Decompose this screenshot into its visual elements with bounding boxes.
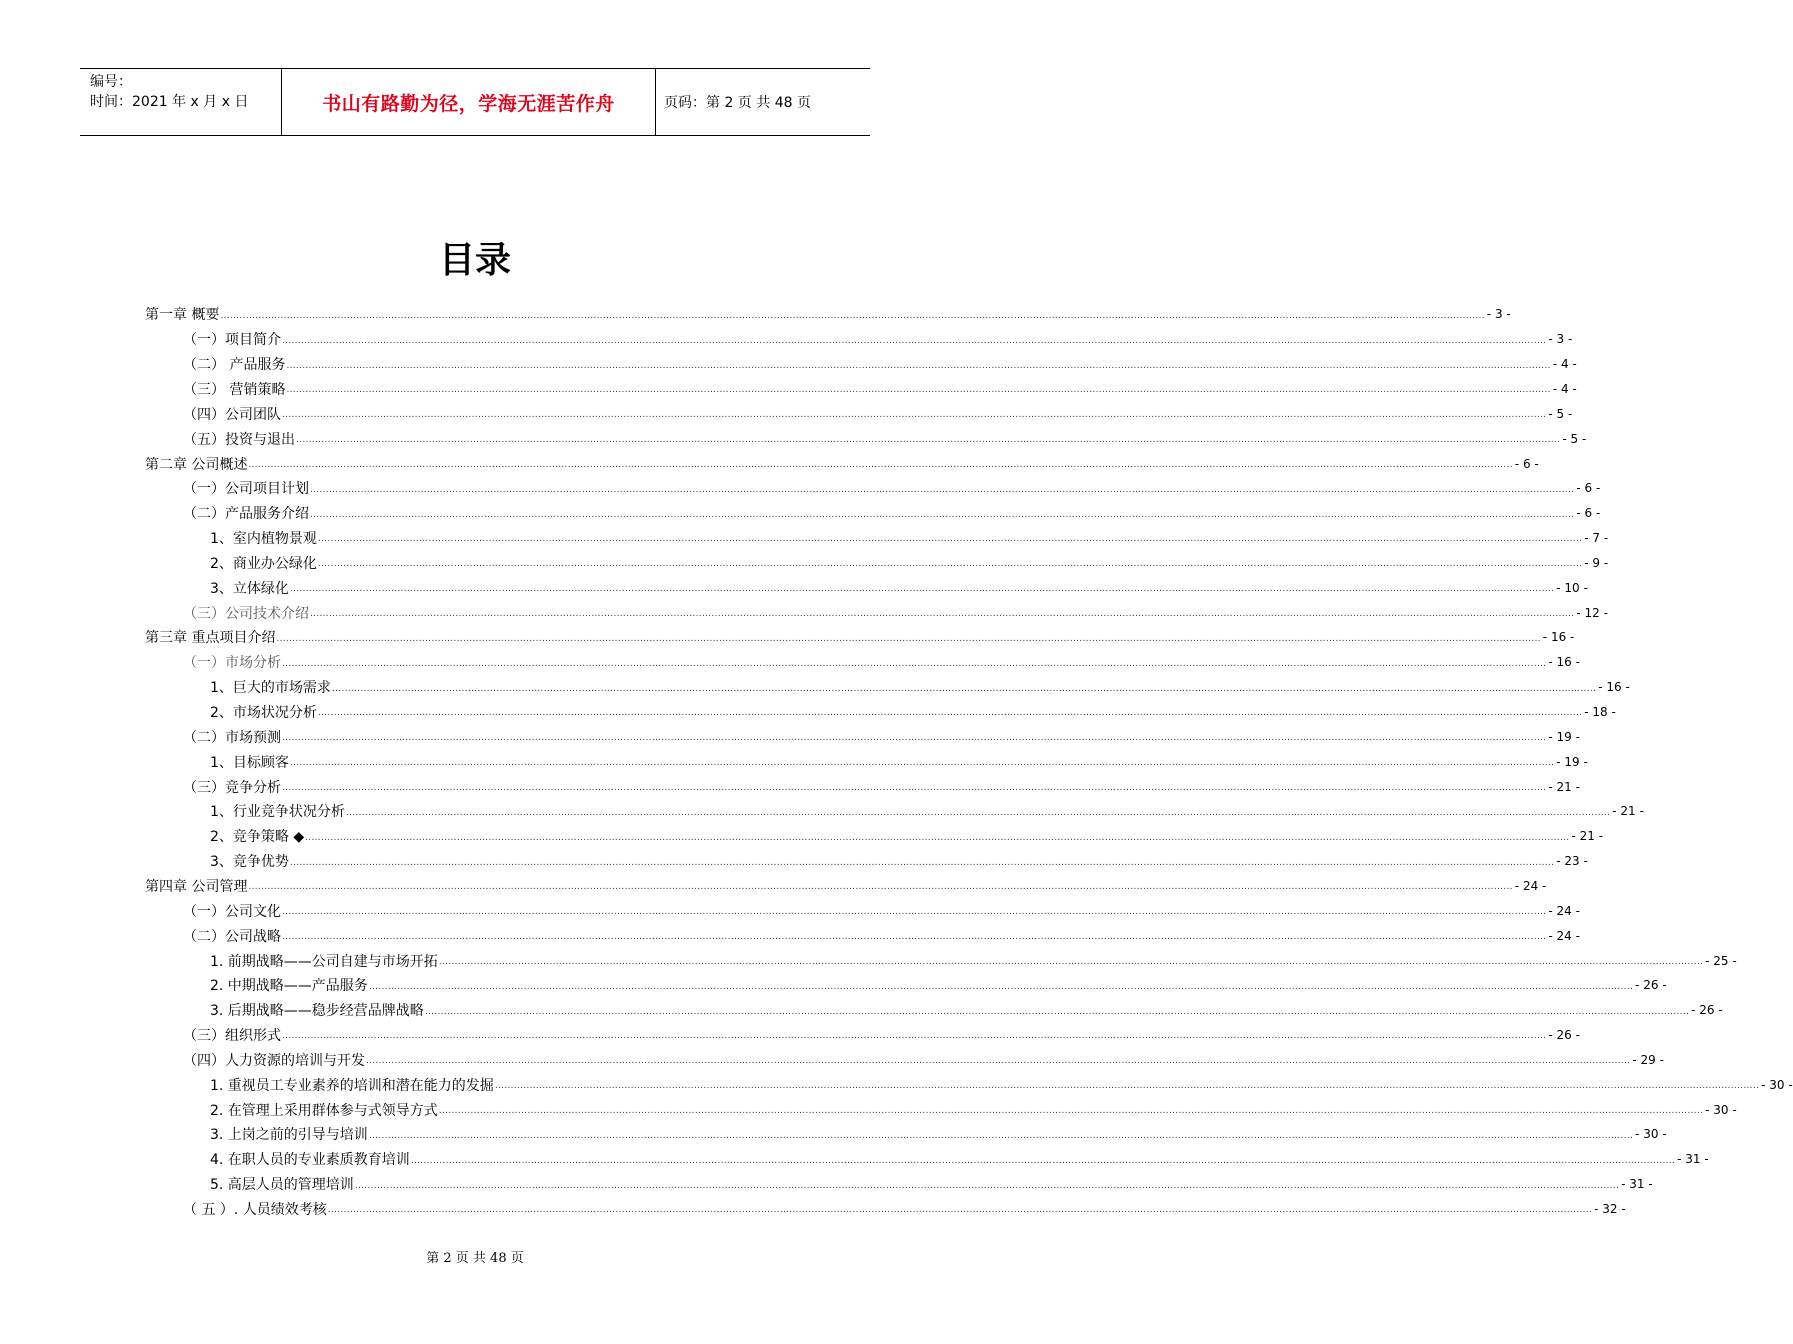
toc-entry-title: 2. 在管理上采用群体参与式领导方式 bbox=[210, 1102, 438, 1119]
toc-entry-title: 第四章 公司管理 bbox=[145, 878, 248, 895]
toc-leader-dots: ................................................................................................................................................................................................................................................................................................................................................................................................................ bbox=[282, 782, 1547, 793]
toc-leader-dots: ................................................................................................................................................................................................................................................................................................................................................................................................................ bbox=[282, 733, 1547, 744]
toc-entry-page: - 4 - bbox=[1552, 357, 1577, 372]
toc-entry-title: （一）公司文化 bbox=[183, 903, 281, 920]
toc-entry[interactable] bbox=[183, 1048, 1664, 1073]
toc-entry-title: 1、室内植物景观 bbox=[210, 531, 317, 548]
toc-entry-page: - 7 - bbox=[1584, 531, 1609, 546]
toc-entry[interactable] bbox=[210, 700, 1616, 725]
toc-entry-page: - 3 - bbox=[1486, 307, 1511, 322]
toc-entry-page: - 9 - bbox=[1584, 555, 1609, 570]
toc-entry[interactable] bbox=[183, 401, 1573, 426]
toc-entry-page: - 12 - bbox=[1576, 605, 1608, 620]
toc-leader-dots: ................................................................................................................................................................................................................................................................................................................................................................................................................ bbox=[276, 633, 1541, 644]
toc-entry-title: （二）产品服务介绍 bbox=[183, 506, 309, 523]
toc-entry-title: 4. 在职人员的专业素质教育培训 bbox=[210, 1152, 410, 1169]
toc-entry-title: （五）投资与退出 bbox=[183, 431, 295, 448]
toc-entry[interactable] bbox=[210, 1072, 1793, 1097]
toc-entry[interactable] bbox=[210, 675, 1630, 700]
page-footer: 第 2 页 共 48 页 bbox=[426, 1251, 524, 1266]
toc-entry-page: - 26 - bbox=[1548, 1028, 1580, 1043]
toc-entry[interactable] bbox=[210, 1172, 1653, 1197]
toc-entry-page: - 16 - bbox=[1548, 655, 1580, 670]
toc-leader-dots: ................................................................................................................................................................................................................................................................................................................................................................................................................ bbox=[366, 1056, 1631, 1067]
toc-leader-dots: ................................................................................................................................................................................................................................................................................................................................................................................................................ bbox=[220, 310, 1485, 321]
toc-entry-title: 2、商业办公绿化 bbox=[210, 555, 317, 572]
toc-entry-page: - 18 - bbox=[1584, 705, 1616, 720]
toc-entry-page: - 31 - bbox=[1621, 1177, 1653, 1192]
toc-leader-dots: ................................................................................................................................................................................................................................................................................................................................................................................................................ bbox=[317, 559, 1583, 570]
toc-entry[interactable] bbox=[183, 501, 1601, 526]
toc-entry-title: （三）竞争分析 bbox=[183, 779, 281, 796]
document-date-label: 时间：2021 年 x 月 x 日 bbox=[90, 94, 249, 110]
toc-leader-dots: ................................................................................................................................................................................................................................................................................................................................................................................................................ bbox=[286, 360, 1551, 371]
toc-leader-dots: ................................................................................................................................................................................................................................................................................................................................................................................................................ bbox=[331, 683, 1597, 694]
toc-entry-title: （四）公司团队 bbox=[183, 406, 281, 423]
toc-entry-page: - 6 - bbox=[1576, 481, 1601, 496]
toc-leader-dots: ................................................................................................................................................................................................................................................................................................................................................................................................................ bbox=[305, 832, 1570, 843]
toc-entry-title: 3、立体绿化 bbox=[210, 580, 289, 597]
toc-leader-dots: ................................................................................................................................................................................................................................................................................................................................................................................................................ bbox=[317, 708, 1583, 719]
toc-entry-page: - 19 - bbox=[1556, 754, 1588, 769]
header-motto: 书山有路勤为径，学海无涯苦作舟 bbox=[281, 69, 656, 135]
toc-leader-dots: ................................................................................................................................................................................................................................................................................................................................................................................................................ bbox=[494, 1081, 1760, 1092]
toc-entry[interactable] bbox=[183, 426, 1587, 451]
toc-entry-page: - 5 - bbox=[1562, 431, 1587, 446]
toc-entry-title: 5. 高层人员的管理培训 bbox=[210, 1177, 354, 1194]
toc-leader-dots: ................................................................................................................................................................................................................................................................................................................................................................................................................ bbox=[282, 932, 1547, 943]
toc-entry-title: 1、目标顾客 bbox=[210, 754, 289, 771]
toc-leader-dots: ................................................................................................................................................................................................................................................................................................................................................................................................................ bbox=[282, 907, 1547, 918]
toc-entry-page: - 21 - bbox=[1548, 779, 1580, 794]
toc-entry[interactable] bbox=[183, 923, 1580, 948]
toc-leader-dots: ................................................................................................................................................................................................................................................................................................................................................................................................................ bbox=[282, 1031, 1547, 1042]
toc-leader-dots: ................................................................................................................................................................................................................................................................................................................................................................................................................ bbox=[248, 882, 1513, 893]
toc-entry-page: - 30 - bbox=[1705, 1102, 1737, 1117]
toc-entry[interactable] bbox=[210, 749, 1588, 774]
toc-leader-dots: ................................................................................................................................................................................................................................................................................................................................................................................................................ bbox=[410, 1155, 1676, 1166]
toc-entry[interactable] bbox=[210, 526, 1609, 551]
toc-entry-title: 第二章 公司概述 bbox=[145, 456, 248, 473]
toc-entry[interactable] bbox=[145, 302, 1511, 327]
toc-leader-dots: ................................................................................................................................................................................................................................................................................................................................................................................................................ bbox=[368, 1130, 1634, 1141]
toc-entry[interactable] bbox=[210, 849, 1588, 874]
toc-entry-page: - 23 - bbox=[1556, 854, 1588, 869]
toc-entry-page: - 26 - bbox=[1635, 978, 1667, 993]
toc-entry-page: - 25 - bbox=[1705, 953, 1737, 968]
toc-entry-page: - 19 - bbox=[1548, 729, 1580, 744]
toc-entry-title: 2、市场状况分析 bbox=[210, 705, 317, 722]
toc-entry[interactable] bbox=[210, 1097, 1737, 1122]
toc-entry-title: 3. 后期战略——稳步经营品牌战略 bbox=[210, 1003, 424, 1020]
toc-entry[interactable] bbox=[183, 898, 1580, 923]
toc-entry[interactable] bbox=[183, 352, 1577, 377]
toc-entry-page: - 6 - bbox=[1514, 456, 1539, 471]
toc-entry[interactable] bbox=[183, 1197, 1626, 1222]
toc-entry-page: - 24 - bbox=[1548, 903, 1580, 918]
toc-leader-dots: ................................................................................................................................................................................................................................................................................................................................................................................................................ bbox=[438, 1106, 1704, 1117]
toc-entry-page: - 10 - bbox=[1556, 580, 1588, 595]
toc-entry-page: - 24 - bbox=[1548, 928, 1580, 943]
toc-entry[interactable] bbox=[183, 774, 1580, 799]
toc-entry[interactable] bbox=[210, 799, 1644, 824]
toc-leader-dots: ................................................................................................................................................................................................................................................................................................................................................................................................................ bbox=[354, 1180, 1620, 1191]
toc-entry-title: 第一章 概要 bbox=[145, 307, 220, 324]
toc-leader-dots: ................................................................................................................................................................................................................................................................................................................................................................................................................ bbox=[286, 385, 1551, 396]
toc-entry[interactable] bbox=[145, 625, 1575, 650]
toc-entry[interactable] bbox=[210, 973, 1667, 998]
toc-entry[interactable] bbox=[210, 1122, 1667, 1147]
toc-entry[interactable] bbox=[210, 551, 1609, 576]
toc-entry-title: 2. 中期战略——产品服务 bbox=[210, 978, 368, 995]
toc-entry-page: - 6 - bbox=[1576, 506, 1601, 521]
toc-entry-title: 3. 上岗之前的引导与培训 bbox=[210, 1127, 368, 1144]
toc-entry-title: （一）市场分析 bbox=[183, 655, 281, 672]
toc-leader-dots: ................................................................................................................................................................................................................................................................................................................................................................................................................ bbox=[424, 1006, 1690, 1017]
toc-entry-title: （二）市场预测 bbox=[183, 729, 281, 746]
toc-entry[interactable] bbox=[183, 1023, 1580, 1048]
toc-entry-page: - 24 - bbox=[1514, 878, 1547, 893]
toc-entry-title: （一）公司项目计划 bbox=[183, 481, 309, 498]
toc-entry-title: 1. 重视员工专业素养的培训和潜在能力的发掘 bbox=[210, 1077, 494, 1094]
toc-entry-title: （三）组织形式 bbox=[183, 1028, 281, 1045]
page-title: 目录 bbox=[438, 239, 511, 281]
toc-entry-title: （四）人力资源的培训与开发 bbox=[183, 1052, 365, 1069]
toc-entry-page: - 32 - bbox=[1594, 1202, 1626, 1217]
toc-leader-dots: ................................................................................................................................................................................................................................................................................................................................................................................................................ bbox=[368, 981, 1634, 992]
toc-entry-title: （三） 营销策略 bbox=[183, 381, 286, 398]
toc-entry-page: - 21 - bbox=[1571, 829, 1604, 844]
toc-entry[interactable] bbox=[145, 451, 1539, 476]
toc-entry-page: - 5 - bbox=[1548, 406, 1573, 421]
toc-entry-title: 2、竞争策略 ◆ bbox=[210, 829, 305, 846]
toc-entry-title: 1、巨大的市场需求 bbox=[210, 680, 331, 697]
toc-entry-title: 1、行业竞争状况分析 bbox=[210, 804, 345, 821]
toc-entry-title: （二）公司战略 bbox=[183, 928, 281, 945]
toc-leader-dots: ................................................................................................................................................................................................................................................................................................................................................................................................................ bbox=[345, 807, 1611, 818]
toc-entry-title: 3、竞争优势 bbox=[210, 854, 289, 871]
toc-entry[interactable] bbox=[210, 575, 1588, 600]
toc-entry[interactable] bbox=[183, 327, 1573, 352]
toc-entry-page: - 3 - bbox=[1548, 332, 1573, 347]
toc-entry-title: （二） 产品服务 bbox=[183, 357, 286, 374]
toc-entry[interactable] bbox=[145, 874, 1547, 899]
toc-leader-dots: ................................................................................................................................................................................................................................................................................................................................................................................................................ bbox=[282, 410, 1547, 421]
toc-entry-page: - 26 - bbox=[1691, 1003, 1723, 1018]
toc-entry[interactable] bbox=[210, 1147, 1709, 1172]
toc-entry-title: 第三章 重点项目介绍 bbox=[145, 630, 276, 647]
toc-leader-dots: ................................................................................................................................................................................................................................................................................................................................................................................................................ bbox=[296, 435, 1561, 446]
toc-entry-page: - 31 - bbox=[1677, 1152, 1709, 1167]
toc-entry[interactable] bbox=[210, 948, 1737, 973]
header-meta bbox=[90, 72, 280, 112]
toc-leader-dots: ................................................................................................................................................................................................................................................................................................................................................................................................................ bbox=[310, 609, 1575, 620]
toc-leader-dots: ................................................................................................................................................................................................................................................................................................................................................................................................................ bbox=[327, 1205, 1593, 1216]
toc-leader-dots: ................................................................................................................................................................................................................................................................................................................................................................................................................ bbox=[282, 658, 1547, 669]
toc-leader-dots: ................................................................................................................................................................................................................................................................................................................................................................................................................ bbox=[317, 534, 1583, 545]
toc-entry-title: （ 五 ）. 人员绩效考核 bbox=[183, 1202, 327, 1219]
toc-entry-page: - 30 - bbox=[1761, 1077, 1793, 1092]
toc-entry[interactable] bbox=[183, 476, 1601, 501]
toc-entry-page: - 29 - bbox=[1632, 1052, 1664, 1067]
toc-entry-title: （一）项目简介 bbox=[183, 332, 281, 349]
header-page-info: 页码：第 2 页 共 48 页 bbox=[664, 95, 811, 111]
toc-leader-dots: ................................................................................................................................................................................................................................................................................................................................................................................................................ bbox=[289, 857, 1555, 868]
toc-leader-dots: ................................................................................................................................................................................................................................................................................................................................................................................................................ bbox=[438, 956, 1704, 967]
toc-leader-dots: ................................................................................................................................................................................................................................................................................................................................................................................................................ bbox=[289, 758, 1555, 769]
toc-entry[interactable] bbox=[210, 824, 1604, 849]
toc-entry[interactable] bbox=[210, 998, 1723, 1023]
page-header bbox=[80, 68, 870, 136]
toc-entry[interactable] bbox=[183, 650, 1580, 675]
toc-entry[interactable] bbox=[183, 724, 1580, 749]
toc-entry-title: 1. 前期战略——公司自建与市场开拓 bbox=[210, 953, 438, 970]
toc-entry-page: - 16 - bbox=[1542, 630, 1575, 645]
toc-leader-dots: ................................................................................................................................................................................................................................................................................................................................................................................................................ bbox=[248, 459, 1513, 470]
toc-leader-dots: ................................................................................................................................................................................................................................................................................................................................................................................................................ bbox=[282, 335, 1547, 346]
document-number-label: 编号： bbox=[90, 74, 132, 90]
toc-entry[interactable] bbox=[183, 600, 1608, 625]
toc-leader-dots: ................................................................................................................................................................................................................................................................................................................................................................................................................ bbox=[310, 509, 1575, 520]
toc-leader-dots: ................................................................................................................................................................................................................................................................................................................................................................................................................ bbox=[289, 584, 1555, 595]
toc-entry[interactable] bbox=[183, 377, 1577, 402]
toc-entry-page: - 30 - bbox=[1635, 1127, 1667, 1142]
toc-entry-page: - 4 - bbox=[1552, 381, 1577, 396]
toc-entry-title: （三）公司技术介绍 bbox=[183, 605, 309, 622]
toc-entry-page: - 21 - bbox=[1612, 804, 1644, 819]
toc-leader-dots: ................................................................................................................................................................................................................................................................................................................................................................................................................ bbox=[310, 484, 1575, 495]
toc-entry-page: - 16 - bbox=[1598, 680, 1630, 695]
